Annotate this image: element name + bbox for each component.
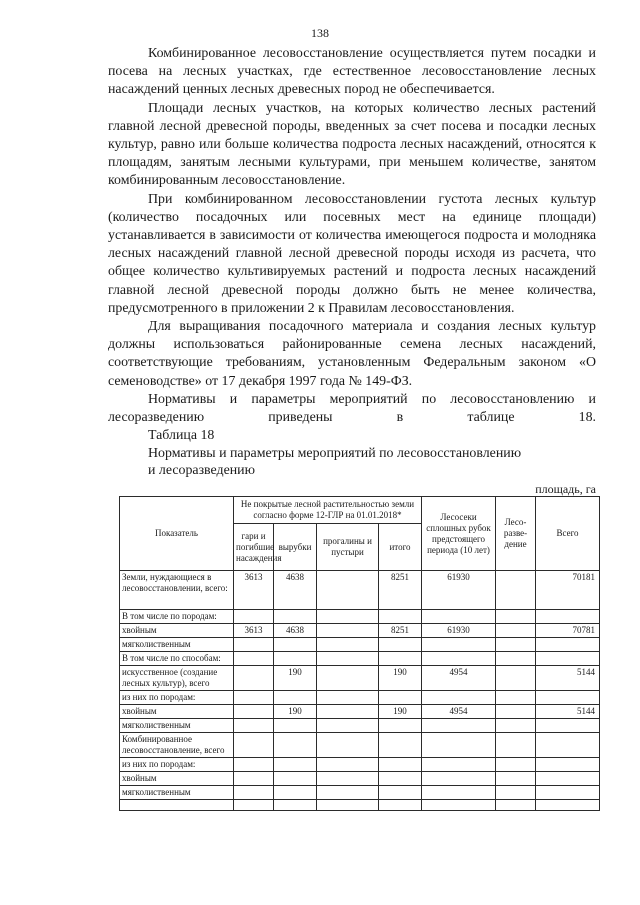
- cell-afforestation: [496, 624, 536, 638]
- header-cuttings: вырубки: [274, 524, 317, 571]
- cell-cuttings: [274, 786, 317, 800]
- cell-afforestation: [496, 705, 536, 719]
- cell-total: [536, 733, 600, 758]
- cell-subtotal: [379, 610, 422, 624]
- row-label: из них по породам:: [120, 758, 234, 772]
- cell-clearcut: [422, 772, 496, 786]
- cell-subtotal: [379, 758, 422, 772]
- row-label: из них по породам:: [120, 691, 234, 705]
- table-row: [120, 666, 600, 691]
- cell-burnt: [234, 719, 274, 733]
- row-label: В том числе по породам:: [120, 610, 234, 624]
- cell-subtotal: 190: [379, 705, 422, 719]
- page-number: 138: [311, 26, 329, 40]
- cell-total: 70181: [536, 571, 600, 610]
- cell-burnt: [234, 786, 274, 800]
- cell-clearcut: 61930: [422, 624, 496, 638]
- cell-glades: [317, 705, 379, 719]
- header-glades: прогалины и пустыри: [317, 524, 379, 571]
- header-burnt-stands: гари и погибшие насаждения: [234, 524, 274, 571]
- cell-clearcut: [422, 786, 496, 800]
- cell-total: [536, 652, 600, 666]
- cell-burnt: [234, 610, 274, 624]
- empty-cell: [120, 800, 234, 811]
- cell-total: [536, 758, 600, 772]
- row-label: искусственное (создание лесных культур), всего: [120, 666, 234, 691]
- cell-clearcut: 61930: [422, 571, 496, 610]
- cell-afforestation: [496, 652, 536, 666]
- cell-clearcut: [422, 733, 496, 758]
- cell-total: [536, 719, 600, 733]
- cell-cuttings: [274, 772, 317, 786]
- cell-cuttings: [274, 719, 317, 733]
- empty-cell: [496, 800, 536, 811]
- cell-glades: [317, 719, 379, 733]
- row-label: мягколиственным: [120, 719, 234, 733]
- cell-cuttings: 4638: [274, 624, 317, 638]
- header-uncovered-lands: Не покрытые лесной растительностью земли согласно форме 12-ГЛР на 01.01.2018*: [234, 497, 422, 524]
- cell-total: [536, 610, 600, 624]
- header-afforestation: Лесо-разве-дение: [496, 497, 536, 571]
- cell-clearcut: [422, 758, 496, 772]
- cell-cuttings: [274, 691, 317, 705]
- table-row: [120, 786, 600, 800]
- cell-clearcut: [422, 652, 496, 666]
- cell-glades: [317, 772, 379, 786]
- cell-total: 5144: [536, 705, 600, 719]
- paragraph: Для выращивания посадочного материала и создания лесных культур должны использоваться районированные семена лесных насаждений, соответствующие требованиям, установленным Федеральным законом «О семеноводстве» от 17 декабря 1997 года № 149-ФЗ.: [108, 319, 596, 389]
- cell-cuttings: 190: [274, 705, 317, 719]
- unit-label: площадь, га: [535, 482, 596, 496]
- cell-glades: [317, 786, 379, 800]
- cell-afforestation: [496, 610, 536, 624]
- empty-cell: [317, 800, 379, 811]
- table-row: [120, 652, 600, 666]
- cell-subtotal: [379, 719, 422, 733]
- table-row: [120, 758, 600, 772]
- cell-glades: [317, 666, 379, 691]
- row-label: хвойным: [120, 772, 234, 786]
- paragraph: Нормативы и параметры мероприятий по лесовосстановлению и лесоразведению приведены в таблице 18.: [108, 391, 596, 426]
- header-total: Всего: [536, 497, 600, 571]
- cell-burnt: [234, 638, 274, 652]
- table-row: [120, 719, 600, 733]
- body-text: [108, 45, 596, 479]
- cell-glades: [317, 610, 379, 624]
- row-label: Комбинированное лесовосстановление, всего: [120, 733, 234, 758]
- table-row: [120, 571, 600, 610]
- cell-glades: [317, 733, 379, 758]
- cell-clearcut: [422, 610, 496, 624]
- paragraph: При комбинированном лесовосстановлении густота лесных культур (количество посадочных или посевных мест на единице площади) устанавливается в зависимости от количества имеющегося подроста и молодняка лесных насаждений главной лесной древесной породы исходя из расчета, что общее количество культивируемых растений и подроста лесных насаждений главной лесной древесной породы должно быть не менее количества, предусмотренного в приложении 2 к Правилам лесовосстановления.: [108, 191, 596, 316]
- table-title-line-2: и лесоразведению: [148, 463, 255, 479]
- cell-clearcut: 4954: [422, 666, 496, 691]
- cell-clearcut: [422, 719, 496, 733]
- row-label: мягколиственным: [120, 638, 234, 652]
- cell-total: 5144: [536, 666, 600, 691]
- cell-afforestation: [496, 733, 536, 758]
- cell-subtotal: 190: [379, 666, 422, 691]
- cell-burnt: 3613: [234, 571, 274, 610]
- header-clearcut-areas: Лесосеки сплошных рубок предстоящего периода (10 лет): [422, 497, 496, 571]
- row-label: хвойным: [120, 624, 234, 638]
- cell-burnt: [234, 705, 274, 719]
- paragraph: Площади лесных участков, на которых количество лесных растений главной лесной древесной породы, введенных за счет посева и посадки лесных культур, равно или больше количества подроста лесных насаждений, относятся к площадям, занятым лесными культурами, при меньшем количестве, занятом комбинированным лесовосстановление.: [108, 100, 596, 189]
- empty-cell: [422, 800, 496, 811]
- cell-total: 70781: [536, 624, 600, 638]
- cell-glades: [317, 624, 379, 638]
- cell-total: [536, 638, 600, 652]
- cell-glades: [317, 571, 379, 610]
- cell-glades: [317, 652, 379, 666]
- paragraph: Комбинированное лесовосстановление осуществляется путем посадки и посева на лесных участках, где естественное лесовосстановление лесных насаждений ценных лесных древесных пород не обеспечивается.: [108, 46, 596, 98]
- cell-subtotal: [379, 691, 422, 705]
- cell-clearcut: [422, 638, 496, 652]
- cell-total: [536, 772, 600, 786]
- cell-total: [536, 691, 600, 705]
- cell-cuttings: 190: [274, 666, 317, 691]
- table-title-line-1: Нормативы и параметры мероприятий по лесовосстановлению: [148, 446, 522, 462]
- cell-cuttings: [274, 652, 317, 666]
- cell-cuttings: [274, 758, 317, 772]
- cell-burnt: [234, 666, 274, 691]
- cell-afforestation: [496, 691, 536, 705]
- table-row: [120, 800, 600, 811]
- cell-glades: [317, 638, 379, 652]
- cell-clearcut: 4954: [422, 705, 496, 719]
- table-row: [120, 638, 600, 652]
- cell-burnt: [234, 733, 274, 758]
- table-caption: Таблица 18: [148, 428, 215, 444]
- row-label: Земли, нуждающиеся в лесовосстановлении, всего:: [120, 571, 234, 610]
- empty-cell: [234, 800, 274, 811]
- cell-subtotal: [379, 786, 422, 800]
- cell-subtotal: [379, 652, 422, 666]
- cell-afforestation: [496, 772, 536, 786]
- empty-cell: [274, 800, 317, 811]
- cell-afforestation: [496, 758, 536, 772]
- cell-cuttings: 4638: [274, 571, 317, 610]
- cell-afforestation: [496, 786, 536, 800]
- cell-subtotal: 8251: [379, 571, 422, 610]
- table-row: [120, 705, 600, 719]
- row-label: мягколиственным: [120, 786, 234, 800]
- cell-cuttings: [274, 733, 317, 758]
- table-row: [120, 772, 600, 786]
- cell-burnt: 3613: [234, 624, 274, 638]
- cell-afforestation: [496, 666, 536, 691]
- cell-clearcut: [422, 691, 496, 705]
- cell-burnt: [234, 691, 274, 705]
- cell-cuttings: [274, 610, 317, 624]
- cell-burnt: [234, 652, 274, 666]
- cell-afforestation: [496, 571, 536, 610]
- cell-glades: [317, 758, 379, 772]
- cell-glades: [317, 691, 379, 705]
- empty-cell: [379, 800, 422, 811]
- cell-cuttings: [274, 638, 317, 652]
- table-row: [120, 691, 600, 705]
- reforestation-table: [119, 496, 600, 811]
- table-row: [120, 610, 600, 624]
- table-body: [120, 571, 600, 811]
- cell-subtotal: [379, 772, 422, 786]
- table-row: [120, 624, 600, 638]
- cell-burnt: [234, 758, 274, 772]
- cell-burnt: [234, 772, 274, 786]
- cell-afforestation: [496, 638, 536, 652]
- row-label: хвойным: [120, 705, 234, 719]
- cell-subtotal: [379, 638, 422, 652]
- cell-subtotal: [379, 733, 422, 758]
- header-indicator: Показатель: [120, 497, 234, 571]
- row-label: В том числе по способам:: [120, 652, 234, 666]
- empty-cell: [536, 800, 600, 811]
- cell-total: [536, 786, 600, 800]
- table-row: [120, 733, 600, 758]
- cell-afforestation: [496, 719, 536, 733]
- header-subtotal: итого: [379, 524, 422, 571]
- cell-subtotal: 8251: [379, 624, 422, 638]
